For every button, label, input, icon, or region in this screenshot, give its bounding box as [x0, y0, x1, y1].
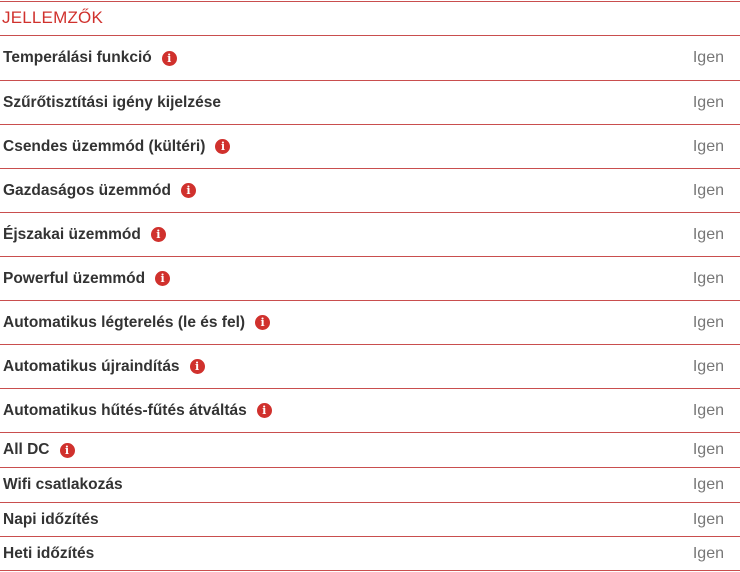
table-row	[0, 169, 740, 212]
info-icon[interactable]: i	[162, 51, 177, 66]
feature-value: Igen	[692, 93, 724, 111]
table-row	[0, 81, 740, 124]
table-row	[0, 257, 740, 300]
table-row	[0, 345, 740, 388]
feature-label: Szűrőtisztítási igény kijelzése	[3, 93, 221, 111]
feature-label: Temperálási funkció	[3, 49, 152, 66]
info-icon[interactable]: i	[190, 359, 205, 374]
feature-label: Gazdaságos üzemmód	[3, 181, 171, 199]
feature-value: Igen	[692, 476, 724, 493]
feature-label: Powerful üzemmód	[3, 269, 146, 287]
feature-label: All DC	[3, 441, 50, 458]
info-icon[interactable]: i	[60, 443, 75, 458]
feature-value: Igen	[692, 357, 724, 375]
feature-value: Igen	[692, 510, 724, 528]
feature-value: Igen	[692, 181, 724, 199]
feature-value: Igen	[692, 137, 724, 155]
table-row	[0, 125, 740, 168]
feature-label: Automatikus újraindítás	[3, 357, 180, 375]
table-row	[0, 503, 740, 536]
feature-label: Heti időzítés	[3, 544, 95, 562]
info-icon[interactable]: i	[181, 183, 196, 198]
table-row	[0, 389, 740, 432]
divider	[0, 1, 740, 2]
feature-value: Igen	[692, 544, 724, 562]
feature-label: Napi időzítés	[3, 510, 99, 528]
feature-value: Igen	[692, 313, 724, 331]
table-row	[0, 36, 740, 80]
feature-value: Igen	[692, 269, 724, 287]
info-icon[interactable]: i	[255, 315, 270, 330]
table-row	[0, 213, 740, 256]
feature-label: Automatikus hűtés-fűtés átváltás	[3, 401, 247, 419]
feature-label: Csendes üzemmód (kültéri)	[3, 137, 206, 155]
info-icon[interactable]: i	[215, 139, 230, 154]
feature-value: Igen	[692, 49, 724, 66]
feature-value: Igen	[692, 401, 724, 419]
section-title: JELLEMZŐK	[2, 8, 103, 27]
info-icon[interactable]: i	[151, 227, 166, 242]
table-row	[0, 301, 740, 344]
feature-value: Igen	[692, 225, 724, 243]
table-row	[0, 468, 740, 502]
info-icon[interactable]: i	[257, 403, 272, 418]
feature-label: Wifi csatlakozás	[3, 476, 123, 493]
feature-label: Éjszakai üzemmód	[3, 225, 141, 243]
feature-value: Igen	[692, 441, 724, 458]
table-row	[0, 433, 740, 467]
table-row	[0, 537, 740, 570]
feature-label: Automatikus légterelés (le és fel)	[3, 313, 246, 331]
divider	[0, 570, 740, 571]
info-icon[interactable]: i	[155, 271, 170, 286]
